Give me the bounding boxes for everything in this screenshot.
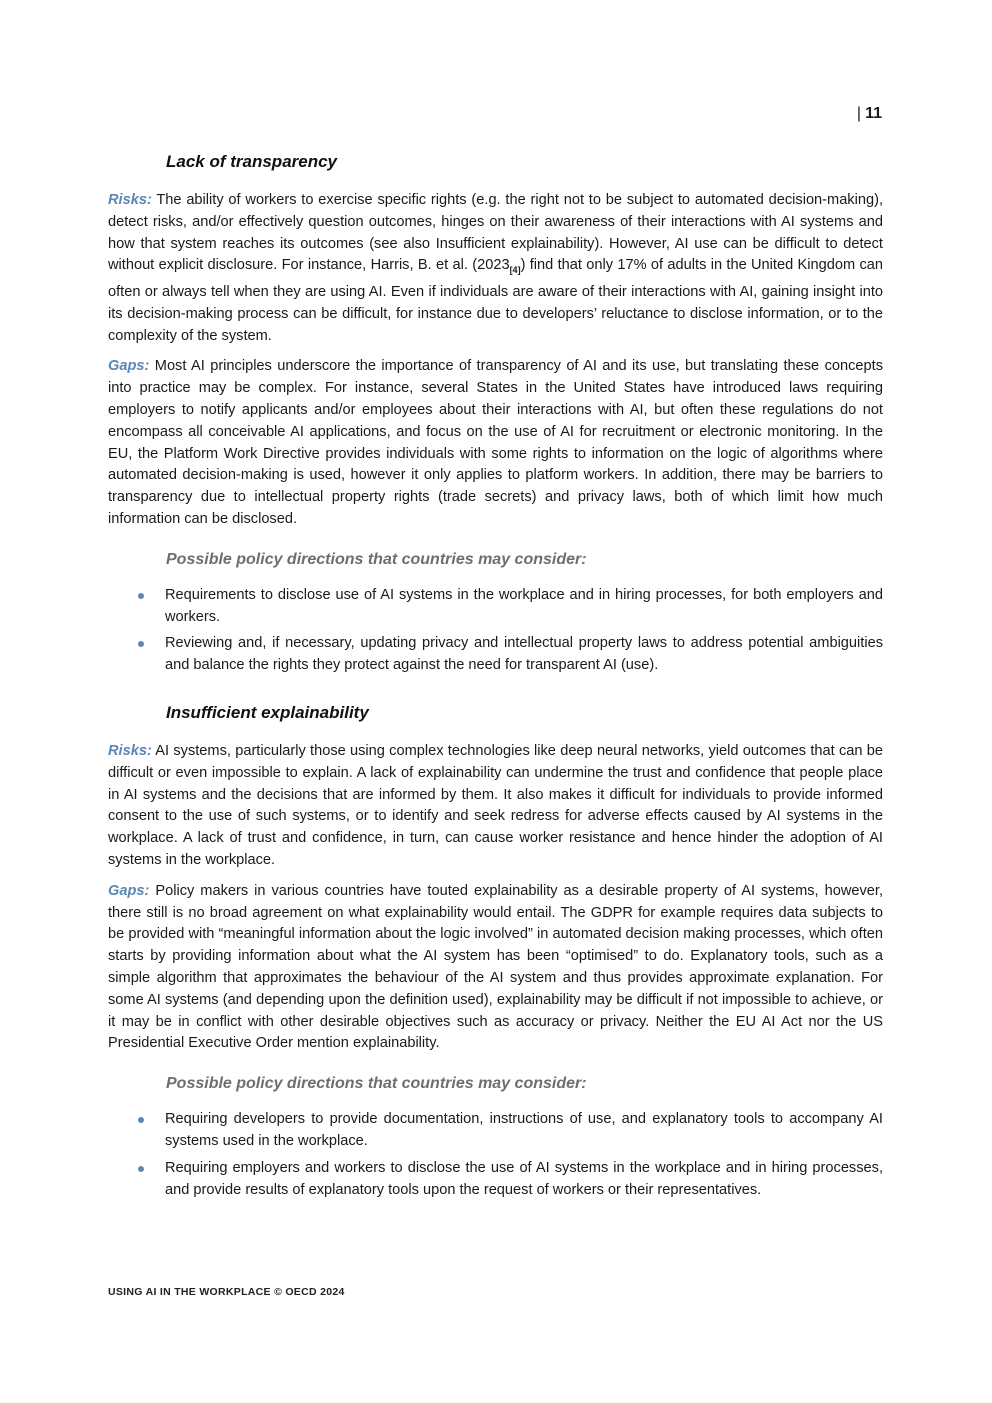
list-item-text: Requirements to disclose use of AI systems in the workplace and in hiring processes, for both employers and workers.: [165, 586, 883, 625]
list-item: [108, 585, 883, 629]
policy-directions-heading: Possible policy directions that countries may consider:: [166, 1075, 587, 1093]
page-footer: USING AI IN THE WORKPLACE © OECD 2024: [108, 1286, 345, 1298]
page-number-value: 11: [865, 105, 882, 122]
list-item-text: Requiring employers and workers to disclose the use of AI systems in the workplace and in hiring processes, and provide results of explanatory tools upon the request of workers or their representatives.: [165, 1159, 883, 1198]
policy-directions-heading: Possible policy directions that countries may consider:: [166, 550, 587, 568]
section-insufficient-explainability: [108, 703, 883, 1201]
citation-link[interactable]: [4]: [509, 265, 521, 276]
list-item: [108, 1109, 883, 1153]
page-number: [857, 105, 882, 123]
bullet-icon: [138, 1117, 144, 1123]
risks-paragraph: [108, 190, 883, 347]
list-item-text: Reviewing and, if necessary, updating privacy and intellectual property laws to address potential ambiguities and balance the rights they protect against the need for transparent AI (use).: [165, 635, 883, 674]
section-title: Insufficient explainability: [166, 703, 369, 723]
list-item-text: Requiring developers to provide documentation, instructions of use, and explanatory tools to accompany AI systems used in the workplace.: [165, 1111, 883, 1149]
risks-label: Risks:: [108, 743, 152, 760]
list-item: [108, 633, 883, 677]
risks-label: Risks:: [108, 192, 152, 208]
risks-paragraph: [108, 741, 883, 872]
page-content: [108, 152, 883, 1227]
section-lack-of-transparency: [108, 152, 883, 677]
gaps-text: Policy makers in various countries have touted explainability as a desirable property of AI systems, however, there still is no broad agreement on what explainability would entail. The GDPR for example requires data subjects to be provided with “meaningful information about the logic involved” in automated decision making processes, which often starts by providing information about what the AI system has been “optimised” to do. Explanatory tools, such as a simple algorithm that approximates the behaviour of the AI system and thus provides approximate explanation. For some AI systems (and depending upon the definition used), explainability may be difficult if not impossible to achieve, or it may be in conflict with other desirable objectives such as accuracy or privacy. Neither the EU AI Act nor the US Presidential Executive Order mention explainability.: [108, 882, 883, 1052]
gaps-text: Most AI principles underscore the importance of transparency of AI and its use, but translating these concepts into practice may be complex. For instance, several States in the United States have introduced laws requiring employers to notify applicants and/or employees about their interactions with AI, but often these regulations do not encompass all conceivable AI applications, and focus on the use of AI for recruitment or electronic monitoring. In the EU, the Platform Work Directive provides individuals with some rights to information on the logic of algorithms where automated decision-making is used, however it only applies to platform workers. In addition, there may be barriers to transparency due to intellectual property rights (trade secrets) and privacy laws, both of which limit how much information can be disclosed.: [108, 358, 883, 528]
bullet-icon: [138, 593, 144, 599]
page-number-separator: |: [856, 105, 862, 122]
risks-text: The ability of workers to exercise specific rights (e.g. the right not to be subject to automated decision-making), detect risks, and/or effectively question outcomes, hinges on their awareness of their interactions with AI systems and how that system reaches its outcomes (see also Insufficient explainability). However, AI use can be difficult to detect without explicit disclosure. For instance, Harris, B. et al. (2023: [108, 192, 883, 274]
gaps-label: Gaps:: [108, 882, 150, 899]
bullet-icon: [138, 1166, 144, 1172]
policy-directions-list: [108, 1109, 883, 1201]
list-item: [108, 1158, 883, 1202]
risks-text: AI systems, particularly those using complex technologies like deep neural networks, yield outcomes that can be difficult or even impossible to explain. A lack of explainability can undermine the trust and confidence that people place in AI systems and the decisions that are informed by them. It also makes it difficult for individuals to provide informed consent to the use of such systems, or to identify and seek redress for adverse effects caused by AI systems in the workplace. A lack of trust and confidence, in turn, can cause worker resistance and hence hinder the adoption of AI systems in the workplace.: [108, 743, 884, 869]
gaps-label: Gaps:: [108, 358, 150, 375]
gaps-paragraph: [108, 356, 883, 530]
policy-directions-list: [108, 585, 883, 677]
gaps-paragraph: [108, 881, 883, 1055]
bullet-icon: [138, 641, 144, 647]
section-title: Lack of transparency: [166, 152, 338, 171]
risks-text-continued: ) find that only 17% of adults in the United Kingdom can often or always tell when they are using AI. Even if individuals are aware of their interactions with AI, gaining insight into its decision-making process can be difficult, for instance due to developers’ reluctance to disclose information, or to the complexity of the system.: [108, 257, 883, 344]
